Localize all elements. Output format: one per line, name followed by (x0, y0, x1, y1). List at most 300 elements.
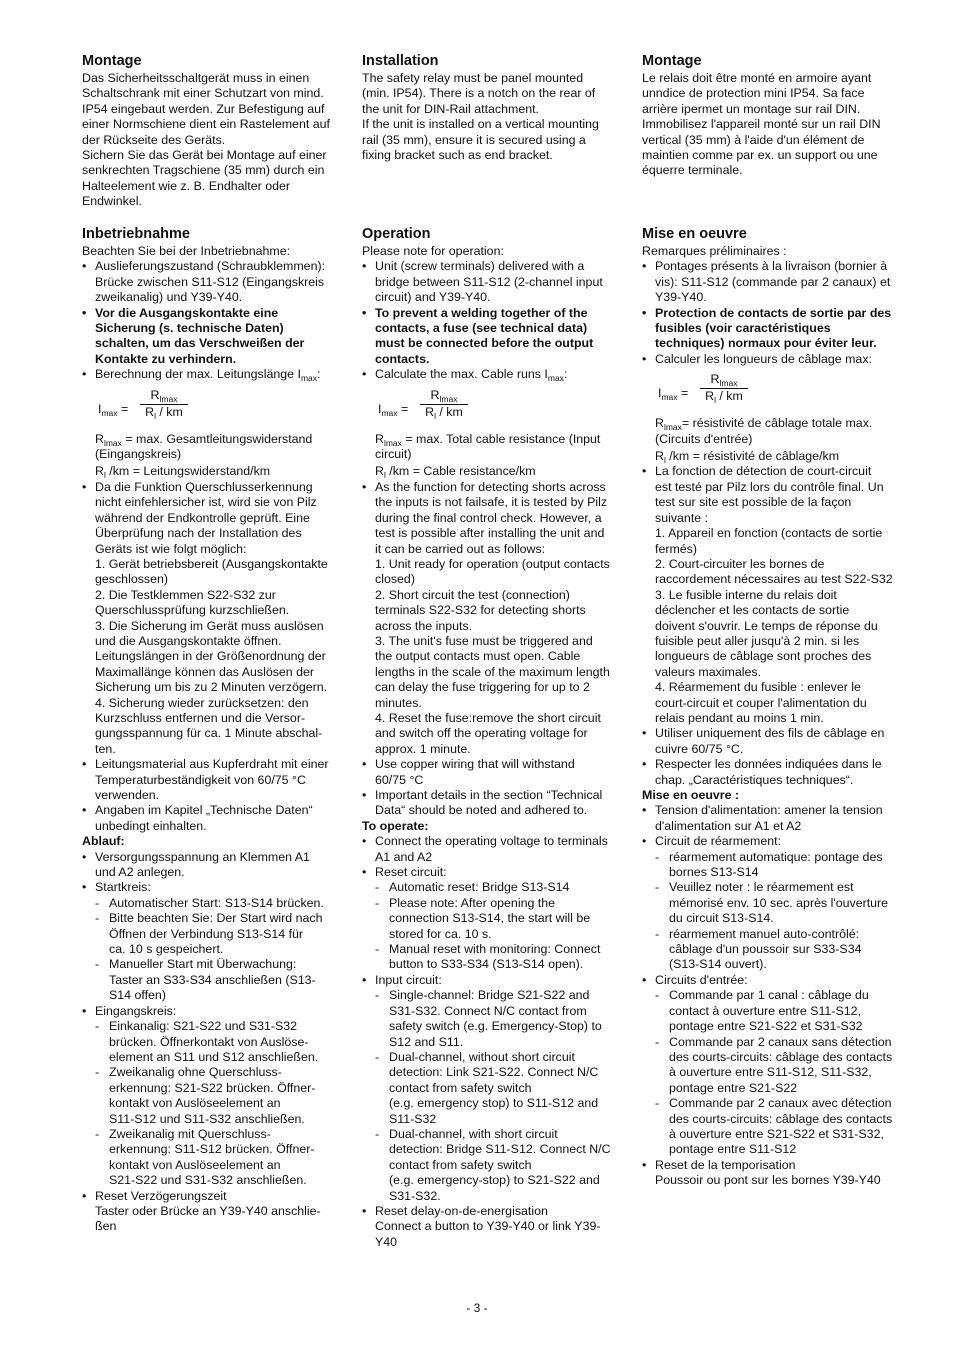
formula-equals: = (677, 386, 689, 401)
fuse-warning-item-line: fusibles (voir caractéristiques (655, 321, 831, 336)
mounting-text-line: Endwinkel. (82, 194, 142, 209)
reset-delay-item-line: Taster oder Brücke an Y39-Y40 anschlie- (95, 1203, 321, 1218)
reset-circuit-item-text: Startkreis: (95, 880, 151, 895)
definition-cable-resistance (82, 464, 364, 479)
bullet-icon: • (82, 259, 87, 274)
dash-icon: - (95, 1065, 100, 1080)
dash-icon: - (95, 895, 100, 910)
mounting-text-line: Schaltschrank mit einer Schutzart von mind. (82, 86, 324, 101)
cable-length-item (82, 367, 367, 384)
procedure-heading: Mise en oeuvre : (642, 788, 740, 802)
bullet-icon: • (82, 305, 87, 320)
short-circuit-test-item-line: 1. Gerät betriebsbereit (Ausgangskontakte (95, 556, 328, 571)
mounting-text-line: IP54 eingebaut werden. Zur Befestigung auf (82, 101, 325, 116)
reset-automatic-line: bornes S13-S14 (669, 865, 759, 880)
section-mounting (362, 53, 644, 163)
delivery-state-item (82, 259, 367, 305)
section-title: Mise en oeuvre (642, 226, 747, 242)
dash-icon: - (655, 1034, 660, 1049)
bullet-icon: • (362, 834, 367, 849)
mounting-text-line: If the unit is installed on a vertical mounting (362, 117, 599, 132)
intro-text: Please note for operation: (362, 244, 504, 258)
dash-icon: - (375, 895, 380, 910)
reset-delay-item-line: Poussoir ou pont sur les bornes Y39-Y40 (655, 1173, 881, 1188)
reset-manual-line: Manual reset with monitoring: Connect (389, 942, 601, 957)
reset-delay-item-line: Y40 (375, 1234, 398, 1249)
input-circuit-item (82, 1004, 364, 1019)
short-circuit-test-item-line: 3. Die Sicherung im Gerät muss auslösen (95, 618, 324, 633)
input-dual-without-detection (362, 1050, 644, 1127)
dash-icon: - (655, 988, 660, 1003)
short-circuit-test-item-line: und die Ausgangskontakte öffnen. (95, 633, 282, 648)
formula-fraction (700, 372, 748, 404)
delivery-state-item-line: Brücke zwischen S11-S12 (Eingangskreis (95, 274, 325, 289)
section-title: Inbetriebnahme (82, 226, 190, 242)
def-text: = résistivité de câblage totale max. (681, 416, 873, 431)
reset-manual-line: câblage d'un poussoir sur S33-S34 (669, 942, 862, 957)
def-sub: lmax (383, 437, 402, 448)
input-dual-without-detection-line: contact from safety switch (389, 1080, 532, 1095)
reset-automatic (362, 880, 644, 895)
reset-note-line: ca. 10 s gespeichert. (109, 942, 224, 957)
formula-lhs (98, 402, 128, 417)
bullet-icon: • (82, 757, 87, 772)
bullet-icon: • (642, 1157, 647, 1172)
input-dual-without-detection-line: à ouverture entre S11-S12, S11-S32, (669, 1065, 872, 1080)
reset-note-line: Bitte beachten Sie: Der Start wird nach (109, 911, 323, 926)
input-single-channel-line: Single-channel: Bridge S21-S22 and (389, 988, 590, 1003)
reset-note-line: stored for ca. 10 s. (389, 926, 492, 941)
input-dual-without-detection-line: Dual-channel, without short circuit (389, 1049, 575, 1064)
short-circuit-test-item (642, 464, 924, 726)
dash-icon: - (375, 1049, 380, 1064)
input-dual-without-detection-line: S11-S12 und S11-S32 anschließen. (109, 1111, 305, 1126)
input-single-channel (362, 988, 644, 1050)
reset-manual (82, 957, 367, 1003)
short-circuit-test-item-line: fuisible peut aller jusqu'à 2 min. si les (655, 633, 860, 648)
mounting-text-line: Sichern Sie das Gerät bei Montage auf einer (82, 148, 327, 163)
copper-wiring-item (82, 757, 367, 803)
input-single-channel-line: element an S11 und S12 anschließen. (109, 1049, 319, 1064)
formula-lhs (378, 402, 408, 417)
copper-wiring-item-line: verwenden. (95, 788, 160, 802)
input-dual-with-detection-line: Zweikanalig mit Querschluss- (109, 1126, 271, 1141)
input-dual-without-detection-line: pontage entre S21-S22 (669, 1080, 798, 1095)
formula-fraction (420, 388, 468, 420)
reset-delay-item-line: Reset de la temporisation (655, 1157, 796, 1172)
input-single-channel-line: pontage entre S21-S22 et S31-S32 (669, 1019, 863, 1034)
definition-total-resistance (362, 432, 644, 447)
reset-note-line: Please note: After opening the (389, 895, 556, 910)
bullet-icon: • (82, 803, 87, 818)
denominator-symbol: R (705, 389, 715, 404)
input-dual-with-detection-line: (e.g. emergency-stop) to S21-S22 and (389, 1173, 600, 1188)
intro-text: Remarques préliminaires : (642, 244, 787, 258)
fuse-warning-item-line: Sicherung (s. technische Daten) (95, 321, 284, 336)
delivery-state-item (362, 259, 647, 305)
fuse-warning-item-line: techniques) normaux pour éviter leur. (655, 336, 877, 351)
short-circuit-test-item-line: Da die Funktion Querschlusserkennung (95, 479, 313, 494)
dash-icon: - (95, 1126, 100, 1141)
cable-length-label: Berechnung der max. Leitungslänge I (95, 367, 301, 382)
reset-delay-item-line: Reset delay-on-de-energisation (375, 1203, 548, 1218)
technical-data-item-line: unbedingt einhalten. (95, 818, 207, 833)
short-circuit-test-item-line: court-circuit et couper l'alimentation du (655, 695, 867, 710)
dash-icon: - (95, 957, 100, 972)
fuse-warning-item-line: schalten, um das Verschweißen der (95, 336, 305, 351)
input-single-channel-line: S31-S32. Connect N/C contact from (389, 1003, 587, 1018)
supply-voltage-item-line: A1 and A2 (375, 849, 433, 864)
short-circuit-test-item-line: gungsspannung für ca. 1 Minute abschal- (95, 726, 323, 741)
def-symbol: R (95, 431, 104, 446)
short-circuit-test-item-line: during the final control check. However, a (375, 510, 602, 525)
intro-text: Beachten Sie bei der Inbetriebnahme: (82, 244, 291, 258)
fuse-warning-item (362, 305, 647, 368)
cable-length-item (642, 352, 924, 367)
bullet-icon: • (642, 259, 647, 274)
fuse-warning-item (642, 306, 924, 352)
fuse-warning-item-line: Vor die Ausgangskontakte eine (95, 305, 279, 320)
mounting-text-line: senkrechten Tragschiene (35 mm) durch ein (82, 163, 325, 178)
copper-wiring-item-line: 60/75 °C (375, 772, 424, 787)
mounting-text-line: einer Normschiene dient ein Rastelement auf (82, 117, 330, 132)
definition-total-resistance-cont: circuit) (375, 447, 412, 462)
delivery-state-item-line: circuit) and Y39-Y40. (375, 290, 491, 305)
technical-data-item (362, 788, 647, 819)
short-circuit-test-item-line: Kurzschluss entfernen und die Versor- (95, 710, 306, 725)
mounting-text-line: arrière ipermet un montage sur rail DIN. (642, 101, 861, 116)
mounting-text-line: der Rückseite des Geräts. (82, 132, 226, 147)
dash-icon: - (375, 880, 380, 895)
numerator-symbol: R (430, 387, 440, 402)
bullet-icon: • (362, 1203, 367, 1218)
reset-automatic-line: Automatic reset: Bridge S13-S14 (389, 880, 570, 895)
bullet-icon: • (362, 367, 367, 382)
short-circuit-test-item-line: 4. Reset the fuse:remove the short circuit (375, 710, 601, 725)
dash-icon: - (655, 849, 660, 864)
input-dual-with-detection-line: contact from safety switch (389, 1157, 532, 1172)
input-dual-without-detection-line: erkennung: S21-S22 brücken. Öffner- (109, 1080, 316, 1095)
reset-manual-line: (S13-S14 ouvert). (669, 957, 767, 972)
bullet-icon: • (82, 367, 87, 382)
mounting-text-line: Das Sicherheitsschaltgerät muss in einen (82, 71, 310, 85)
denominator-sub: l (714, 395, 716, 406)
formula-numerator (700, 372, 748, 388)
fuse-warning-item-line: To prevent a welding together of the (375, 305, 588, 320)
reset-note-line: mémorisé env. 10 sec. après l'ouverture (669, 895, 889, 910)
short-circuit-test-item-line: test sur site est possible de la façon (655, 495, 852, 510)
supply-voltage-item-line: Tension d'alimentation: amener la tension (655, 803, 883, 818)
section-operation (362, 226, 647, 1250)
input-single-channel (642, 988, 924, 1034)
supply-voltage-item (642, 803, 924, 834)
short-circuit-test-item-line: Sicherung um bis zu 2 Minuten verzögern. (95, 680, 328, 695)
short-circuit-test-item-line: can delay the fuse triggering for up to 2 (375, 680, 590, 695)
short-circuit-test-item-line: raccordement nécessaires au test S22-S32 (655, 572, 893, 587)
short-circuit-test-item-line: Leitungslängen in der Größenordnung der (95, 649, 326, 664)
mounting-text-line: rail (35 mm), ensure it is secured using a (362, 132, 586, 147)
bullet-icon: • (642, 305, 647, 320)
bullet-icon: • (362, 259, 367, 274)
formula-equals: = (117, 401, 129, 416)
input-dual-without-detection (82, 1065, 364, 1127)
def-text: /km = résistivité de câblage/km (665, 449, 840, 464)
delivery-state-item-line: Pontages présents à la livraison (bornier à (655, 259, 888, 274)
short-circuit-test-item-line: 2. Die Testklemmen S22-S32 zur (95, 587, 276, 602)
short-circuit-test-item-line: relais pendant au moins 1 min. (655, 710, 824, 725)
fuse-warning-item-line: must be connected before the output (375, 336, 594, 351)
mounting-text-line: équerre terminale. (642, 163, 743, 178)
numerator-symbol: R (710, 372, 720, 387)
input-circuit-item (362, 972, 647, 988)
formula-denominator (700, 389, 748, 404)
short-circuit-test-item-line: suivante : (655, 510, 709, 525)
reset-manual-line: S14 offen) (109, 988, 166, 1003)
input-dual-with-detection-line: erkennung: S11-S12 brücken. Öffner- (109, 1142, 315, 1157)
input-dual-with-detection-line: Dual-channel, with short circuit (389, 1126, 558, 1141)
bullet-icon: • (642, 351, 647, 366)
definition-total-resistance-cont: (Eingangskreis) (95, 447, 182, 462)
formula-lhs-sub: max (101, 407, 118, 418)
short-circuit-test-item-line: longueurs de câblage sont proches des (655, 649, 872, 664)
dash-icon: - (655, 1096, 660, 1111)
short-circuit-test-item-line: während der Endkontrolle geprüft. Eine (95, 510, 310, 525)
reset-manual-line: Taster an S33-S34 anschließen (S13- (109, 972, 316, 987)
copper-wiring-item (642, 726, 924, 757)
copper-wiring-item-line: Temperaturbeständigkeit von 60/75 °C (95, 772, 306, 787)
def-sub: l (383, 470, 386, 481)
input-single-channel-line: Einkanalig: S21-S22 und S31-S32 (109, 1019, 298, 1034)
technical-data-item (642, 757, 924, 788)
input-dual-without-detection-line: S11-S32 (389, 1111, 437, 1126)
short-circuit-test-item-line: Maximallänge können das Auslösen der (95, 664, 315, 679)
bullet-icon: • (82, 479, 87, 494)
short-circuit-test-item-line: 1. Appareil en fonction (contacts de sortie (655, 526, 883, 541)
denominator-unit: / km (435, 404, 463, 419)
delivery-state-item-line: zweikanalig) und Y39-Y40. (95, 290, 243, 305)
short-circuit-test-item-line: test is possible after installing the unit and (375, 526, 605, 541)
short-circuit-test-item (362, 479, 647, 757)
reset-note-line: connection S13-S14, the start will be (389, 911, 591, 926)
dash-icon: - (375, 1126, 380, 1141)
reset-automatic-line: réarmement automatique: pontage des (669, 849, 883, 864)
input-single-channel-line: safety switch (e.g. Emergency-Stop) to (389, 1019, 602, 1034)
input-dual-with-detection (362, 1126, 647, 1204)
short-circuit-test-item-line: the inputs is not failsafe, it is tested by Pilz (375, 495, 608, 510)
definition-cable-resistance (642, 449, 924, 464)
dash-icon: - (655, 926, 660, 941)
supply-voltage-item-line: Versorgungsspannung an Klemmen A1 (95, 849, 310, 864)
input-dual-without-detection-line: detection: Link S21-S22. Connect N/C (389, 1065, 599, 1080)
copper-wiring-item (362, 757, 647, 788)
short-circuit-test-item-line: across the inputs. (375, 618, 473, 633)
reset-delay-item-line: ßen (95, 1219, 117, 1234)
def-text: = max. Gesamtleitungswiderstand (121, 431, 313, 446)
formula-lhs (658, 386, 688, 401)
mounting-text-line: unndice de protection mini IP54. Sa face (642, 86, 865, 101)
copper-wiring-item-line: Utiliser uniquement des fils de câblage en (655, 726, 885, 741)
input-dual-without-detection-line: des courts-circuits: câblage des contacts (669, 1049, 893, 1064)
input-circuit-item-text: Eingangskreis: (95, 1003, 177, 1018)
supply-voltage-item-line: d'alimentation sur A1 et A2 (655, 818, 802, 833)
short-circuit-test-item-line: lengths in the scale of the maximum length (375, 664, 610, 679)
short-circuit-test-item-line: 2. Short circuit the test (connection) (375, 587, 570, 602)
input-single-channel (82, 1019, 364, 1065)
procedure-heading: To operate: (362, 818, 429, 833)
supply-voltage-item-line: Connect the operating voltage to terminals (375, 834, 608, 849)
bullet-icon: • (82, 1003, 87, 1018)
bullet-icon: • (362, 788, 367, 802)
dash-icon: - (655, 880, 660, 895)
technical-data-item-line: Angaben im Kapitel „Technische Daten“ (95, 803, 313, 818)
short-circuit-test-item-line: 2. Court-circuiter les bornes de (655, 556, 825, 571)
cable-length-formula (98, 388, 364, 426)
input-dual-with-detection-line: Commande par 2 canaux avec détection (669, 1096, 892, 1111)
bullet-icon: • (82, 849, 87, 864)
def-text: = max. Total cable resistance (Input (401, 431, 601, 446)
delivery-state-item-line: bridge between S11-S12 (2-channel input (375, 274, 603, 289)
bullet-icon: • (362, 305, 367, 320)
copper-wiring-item-line: Leitungsmaterial aus Kupferdraht mit einer (95, 757, 329, 772)
delivery-state-item-line: vis): S11-S12 (commande par 2 canaux) et (655, 274, 891, 289)
delivery-state-item-line: Auslieferungszustand (Schraubklemmen): (95, 259, 326, 274)
reset-note-line: Öffnen der Verbindung S13-S14 für (109, 926, 304, 941)
reset-delay-item (82, 1188, 367, 1235)
cable-length-colon: : (317, 367, 321, 382)
cable-length-label: Calculer les longueurs de câblage max: (655, 351, 872, 366)
mounting-text-line: The safety relay must be panel mounted (362, 71, 584, 85)
def-symbol: R (655, 449, 664, 464)
input-single-channel-line: contact à ouverture entre S11-S12, (669, 1003, 861, 1018)
section-operation (82, 226, 367, 1235)
def-sub: lmax (103, 437, 122, 448)
reset-manual-line: Manueller Start mit Überwachung: (109, 957, 297, 972)
formula-numerator (420, 388, 468, 404)
dash-icon: - (375, 988, 380, 1003)
mounting-text-line: the unit for DIN-Rail attachment. (362, 101, 539, 116)
reset-note-line: du circuit S13-S14. (669, 911, 774, 926)
formula-fraction (140, 388, 188, 420)
bullet-icon: • (362, 479, 367, 494)
short-circuit-test-item-line: 4. Réarmement du fusible : enlever le (655, 680, 861, 695)
bullet-icon: • (642, 834, 647, 849)
short-circuit-test-item-line: est testé par Pilz lors du contrôle final. Un (655, 479, 884, 494)
bullet-icon: • (642, 726, 647, 741)
short-circuit-test-item-line: fermés) (655, 541, 697, 556)
cable-length-item (362, 367, 644, 382)
mounting-text-line: vertical (35 mm) à l'aide d'un élément de (642, 132, 865, 147)
cable-length-text (95, 367, 367, 384)
reset-manual-line: button to S33-S34 (S13-S14 open). (389, 957, 584, 972)
technical-data-item-line: chap. „Caractéristiques techniques“. (655, 772, 854, 787)
reset-circuit-item (642, 834, 924, 849)
short-circuit-test-item-line: terminals S22-S32 for detecting shorts (375, 603, 586, 618)
input-dual-with-detection-line: detection: Bridge S11-S12. Connect N/C (389, 1142, 611, 1157)
bullet-icon: • (362, 972, 367, 987)
def-sub: lmax (663, 422, 682, 433)
dash-icon: - (95, 1019, 100, 1034)
definition-cable-resistance (362, 464, 647, 481)
input-single-channel-line: Commande par 1 canal : câblage du (669, 988, 869, 1003)
short-circuit-test-item-line: As the function for detecting shorts across (375, 479, 606, 494)
bullet-icon: • (362, 865, 367, 880)
def-sub: l (663, 455, 666, 466)
reset-note-line: Veuillez noter : le réarmement est (669, 880, 854, 895)
def-symbol: R (375, 464, 384, 479)
fuse-warning-item-line: contacts, a fuse (see technical data) (375, 321, 588, 336)
def-symbol: R (95, 464, 104, 479)
denominator-unit: / km (715, 389, 743, 404)
reset-manual (362, 942, 644, 973)
bullet-icon: • (642, 803, 647, 818)
mounting-text-line: fixing bracket such as end bracket. (362, 148, 553, 163)
input-dual-with-detection-line: pontage entre S11-S12 (669, 1142, 797, 1157)
cable-length-label: Calculate the max. Cable runs I (375, 367, 548, 382)
section-operation (642, 226, 924, 1189)
reset-delay-item-line: Reset Verzögerungszeit (95, 1188, 227, 1203)
bullet-icon: • (642, 464, 647, 479)
short-circuit-test-item-line: minutes. (375, 695, 422, 710)
input-single-channel-line: S12 and S11. (389, 1034, 464, 1049)
delivery-state-item (642, 259, 924, 305)
copper-wiring-item-line: cuivre 60/75 °C. (655, 741, 744, 756)
formula-equals: = (397, 401, 409, 416)
def-sub: l (103, 470, 106, 481)
page-number: - 3 - (466, 1301, 488, 1315)
technical-data-item-line: Data“ should be noted and adhered to. (375, 803, 588, 818)
cable-length-formula (658, 372, 924, 410)
mounting-text-line: maintien comme par ex. un support ou une (642, 148, 878, 163)
short-circuit-test-item-line: ten. (95, 741, 116, 756)
numerator-symbol: R (150, 387, 160, 402)
short-circuit-test-item-line: nicht einfehlersicher ist, wird sie von Pilz (95, 495, 317, 510)
short-circuit-test-item-line: Querschlussprüfung kurzschließen. (95, 603, 290, 618)
reset-note (362, 896, 644, 942)
short-circuit-test-item-line: valeurs maximales. (655, 664, 762, 679)
denominator-symbol: R (425, 404, 435, 419)
input-dual-without-detection (642, 1035, 924, 1097)
formula-lhs-symbol: I (658, 386, 662, 401)
bullet-icon: • (642, 972, 647, 987)
cable-length-colon: : (563, 367, 568, 382)
short-circuit-test-item-line: approx. 1 minute. (375, 741, 471, 756)
cable-length-text (375, 367, 644, 382)
input-dual-without-detection-line: Zweikanalig ohne Querschluss- (109, 1065, 282, 1080)
cable-length-sub: max (300, 373, 318, 384)
short-circuit-test-item-line: it can be carried out as follows: (375, 541, 546, 556)
input-dual-without-detection-line: (e.g. emergency stop) to S11-S12 and (389, 1096, 599, 1111)
section-title: Montage (642, 53, 702, 69)
delivery-state-item-line: Unit (screw terminals) delivered with a (375, 259, 585, 274)
reset-circuit-item-text: Circuit de réarmement: (655, 834, 782, 849)
mounting-text-line: Halteelement wie z. B. Endhalter oder (82, 178, 290, 193)
input-dual-with-detection (82, 1127, 364, 1189)
input-circuit-item-text: Circuits d'entrée: (655, 972, 748, 987)
technical-data-item-line: Important details in the section “Technical (375, 788, 603, 802)
numerator-sub: lmax (719, 378, 738, 389)
short-circuit-test-item-line: doivent s'ouvrir. Le temps de réponse du (655, 618, 878, 633)
reset-automatic-line: Automatischer Start: S13-S14 brücken. (109, 895, 324, 910)
input-circuit-item (642, 973, 924, 988)
reset-delay-item (362, 1204, 644, 1250)
short-circuit-test-item-line: La fonction de détection de court-circuit (655, 464, 872, 479)
reset-circuit-item-text: Reset circuit: (375, 865, 447, 880)
input-dual-with-detection-line: S31-S32. (389, 1188, 441, 1203)
reset-circuit-item (82, 880, 364, 895)
short-circuit-test-item-line: Geräts ist wie folgt möglich: (95, 541, 247, 556)
input-dual-with-detection-line: à ouverture entre S21-S22 et S31-S32, (669, 1126, 884, 1141)
short-circuit-test-item-line: Überprüfung nach der Installation des (95, 526, 302, 541)
